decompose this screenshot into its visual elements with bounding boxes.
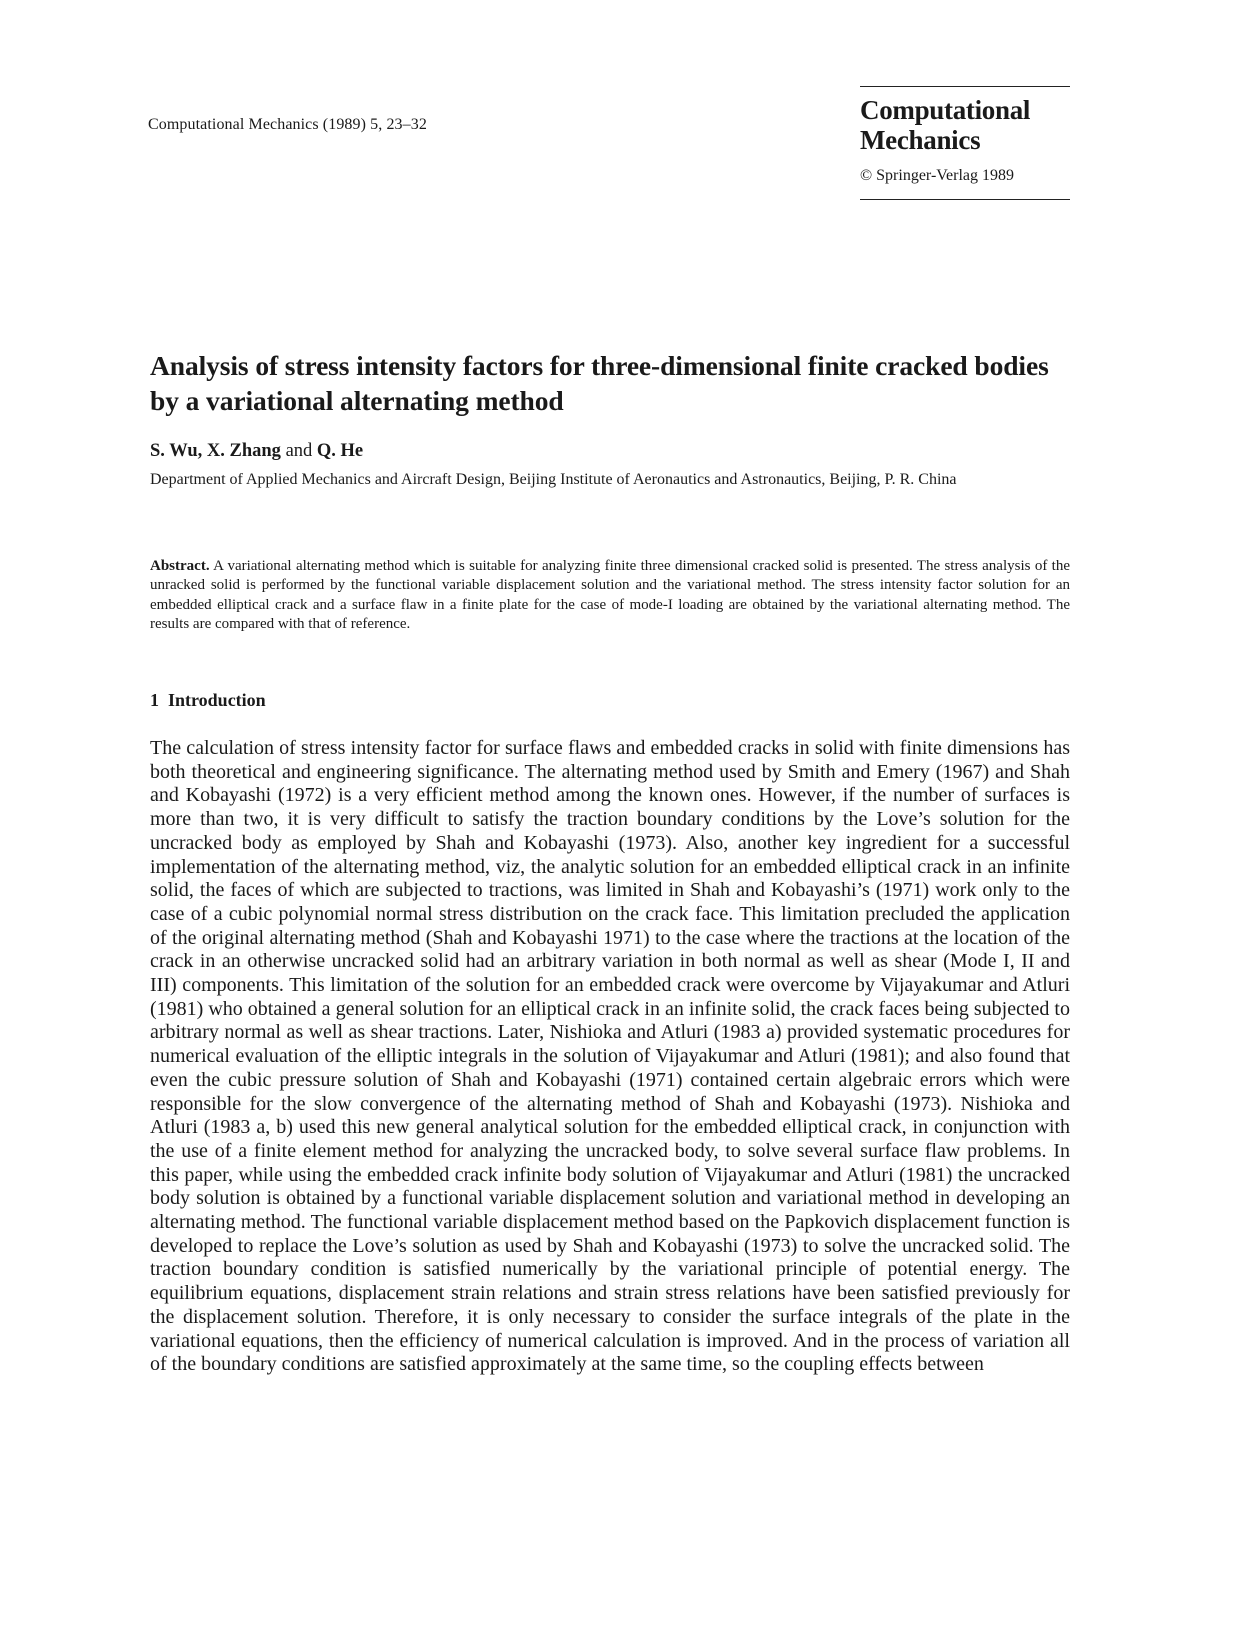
journal-masthead	[860, 86, 1070, 200]
journal-name-line-2: Mechanics	[860, 125, 981, 155]
authors-joiner: and	[280, 441, 317, 461]
journal-name	[860, 95, 1070, 155]
masthead-top-rule	[860, 86, 1070, 87]
article-title: Analysis of stress intensity factors for three-dimensional finite cracked bodies by a variational alternating method	[150, 350, 1049, 416]
abstract-text: A variational alternating method which is suitable for analyzing finite three dimensional cracked solid is presented. The stress analysis of the unracked solid is performed by the functional variable displacement solution and the variational method. The stress intensity factor solution for an embedded elliptical crack and a surface flaw in a finite plate for the case of mode-I loading are obtained by the variational alternating method. The results are compared with that of reference.	[150, 558, 1070, 633]
abstract	[150, 557, 1070, 635]
authors-primary: S. Wu, X. Zhang	[150, 441, 281, 461]
journal-name-line-1: Computational	[860, 95, 1031, 125]
section-number: 1	[150, 690, 159, 710]
introduction-body: The calculation of stress intensity factor for surface flaws and embedded cracks in solid with finite dimensions has both theoretical and engineering significance. The alternating method used by Smith and Emery (1967) and Shah and Kobayashi (1972) is a very efficient method among the known ones. However, if the number of surfaces is more than two, it is very difficult to satisfy the traction boundary conditions by the Love’s solution for the uncracked body as employed by Shah and Kobayashi (1973). Also, another key ingredient for a successful implementation of the alternating method, viz, the analytic solution for an embedded elliptical crack in an infinite solid, the faces of which are subjected to tractions, was limited in Shah and Kobayashi’s (1971) work only to the case of a cubic polynomial normal stress distribution on the crack face. This limitation precluded the application of the original alternating method (Shah and Kobayashi 1971) to the case where the tractions at the location of the crack in an otherwise uncracked solid had an arbitrary variation in both normal as well as shear (Mode I, II and III) components. This limitation of the solution for an embedded crack were overcome by Vijayakumar and Atluri (1981) who obtained a general solution for an elliptical crack in an infinite solid, the crack faces being subjected to arbitrary normal as well as shear tractions. Later, Nishioka and Atluri (1983 a) provided systematic procedures for numerical evaluation of the elliptic integrals in the solution of Vijayakumar and Atluri (1981); and also found that even the cubic pressure solution of Shah and Kobayashi (1971) contained certain algebraic errors which were responsible for the slow convergence of the alternating method of Shah and Kobayashi (1973). Nishioka and Atluri (1983 a, b) used this new general analytical solution for the embedded elliptical crack, in conjunction with the use of a finite element method for analyzing the uncracked body, to solve several surface flaw problems. In this paper, while using the embedded crack infinite body solution of Vijayakumar and Atluri (1981) the uncracked body solution is obtained by a functional variable displacement solution and variational method in developing an alternating method. The functional variable displacement method based on the Papkovich displacement function is developed to replace the Love’s solution as used by Shah and Kobayashi (1973) to solve the uncracked solid. The traction boundary condition is satisfied numerically by the variational principle of potential energy. The equilibrium equations, displacement strain relations and strain stress relations have been satisfied previously for the displacement solution. Therefore, it is only necessary to consider the surface integrals of the plate in the variational equations, then the efficiency of numerical calculation is improved. And in the process of variation all of the boundary conditions are satisfied approximately at the same time, so the coupling effects between	[150, 737, 1070, 1376]
section-heading	[150, 690, 266, 711]
copyright-notice: © Springer-Verlag 1989	[860, 167, 1015, 184]
masthead-bottom-rule	[860, 199, 1070, 200]
journal-citation: Computational Mechanics (1989) 5, 23–32	[148, 116, 427, 133]
author-affiliation: Department of Applied Mechanics and Aircraft Design, Beijing Institute of Aeronautics and Astronautics, Beijing, P. R. China	[150, 471, 957, 488]
section-title: Introduction	[168, 690, 266, 710]
authors-last: Q. He	[316, 441, 364, 461]
abstract-label: Abstract.	[150, 558, 210, 574]
author-list	[150, 441, 363, 462]
